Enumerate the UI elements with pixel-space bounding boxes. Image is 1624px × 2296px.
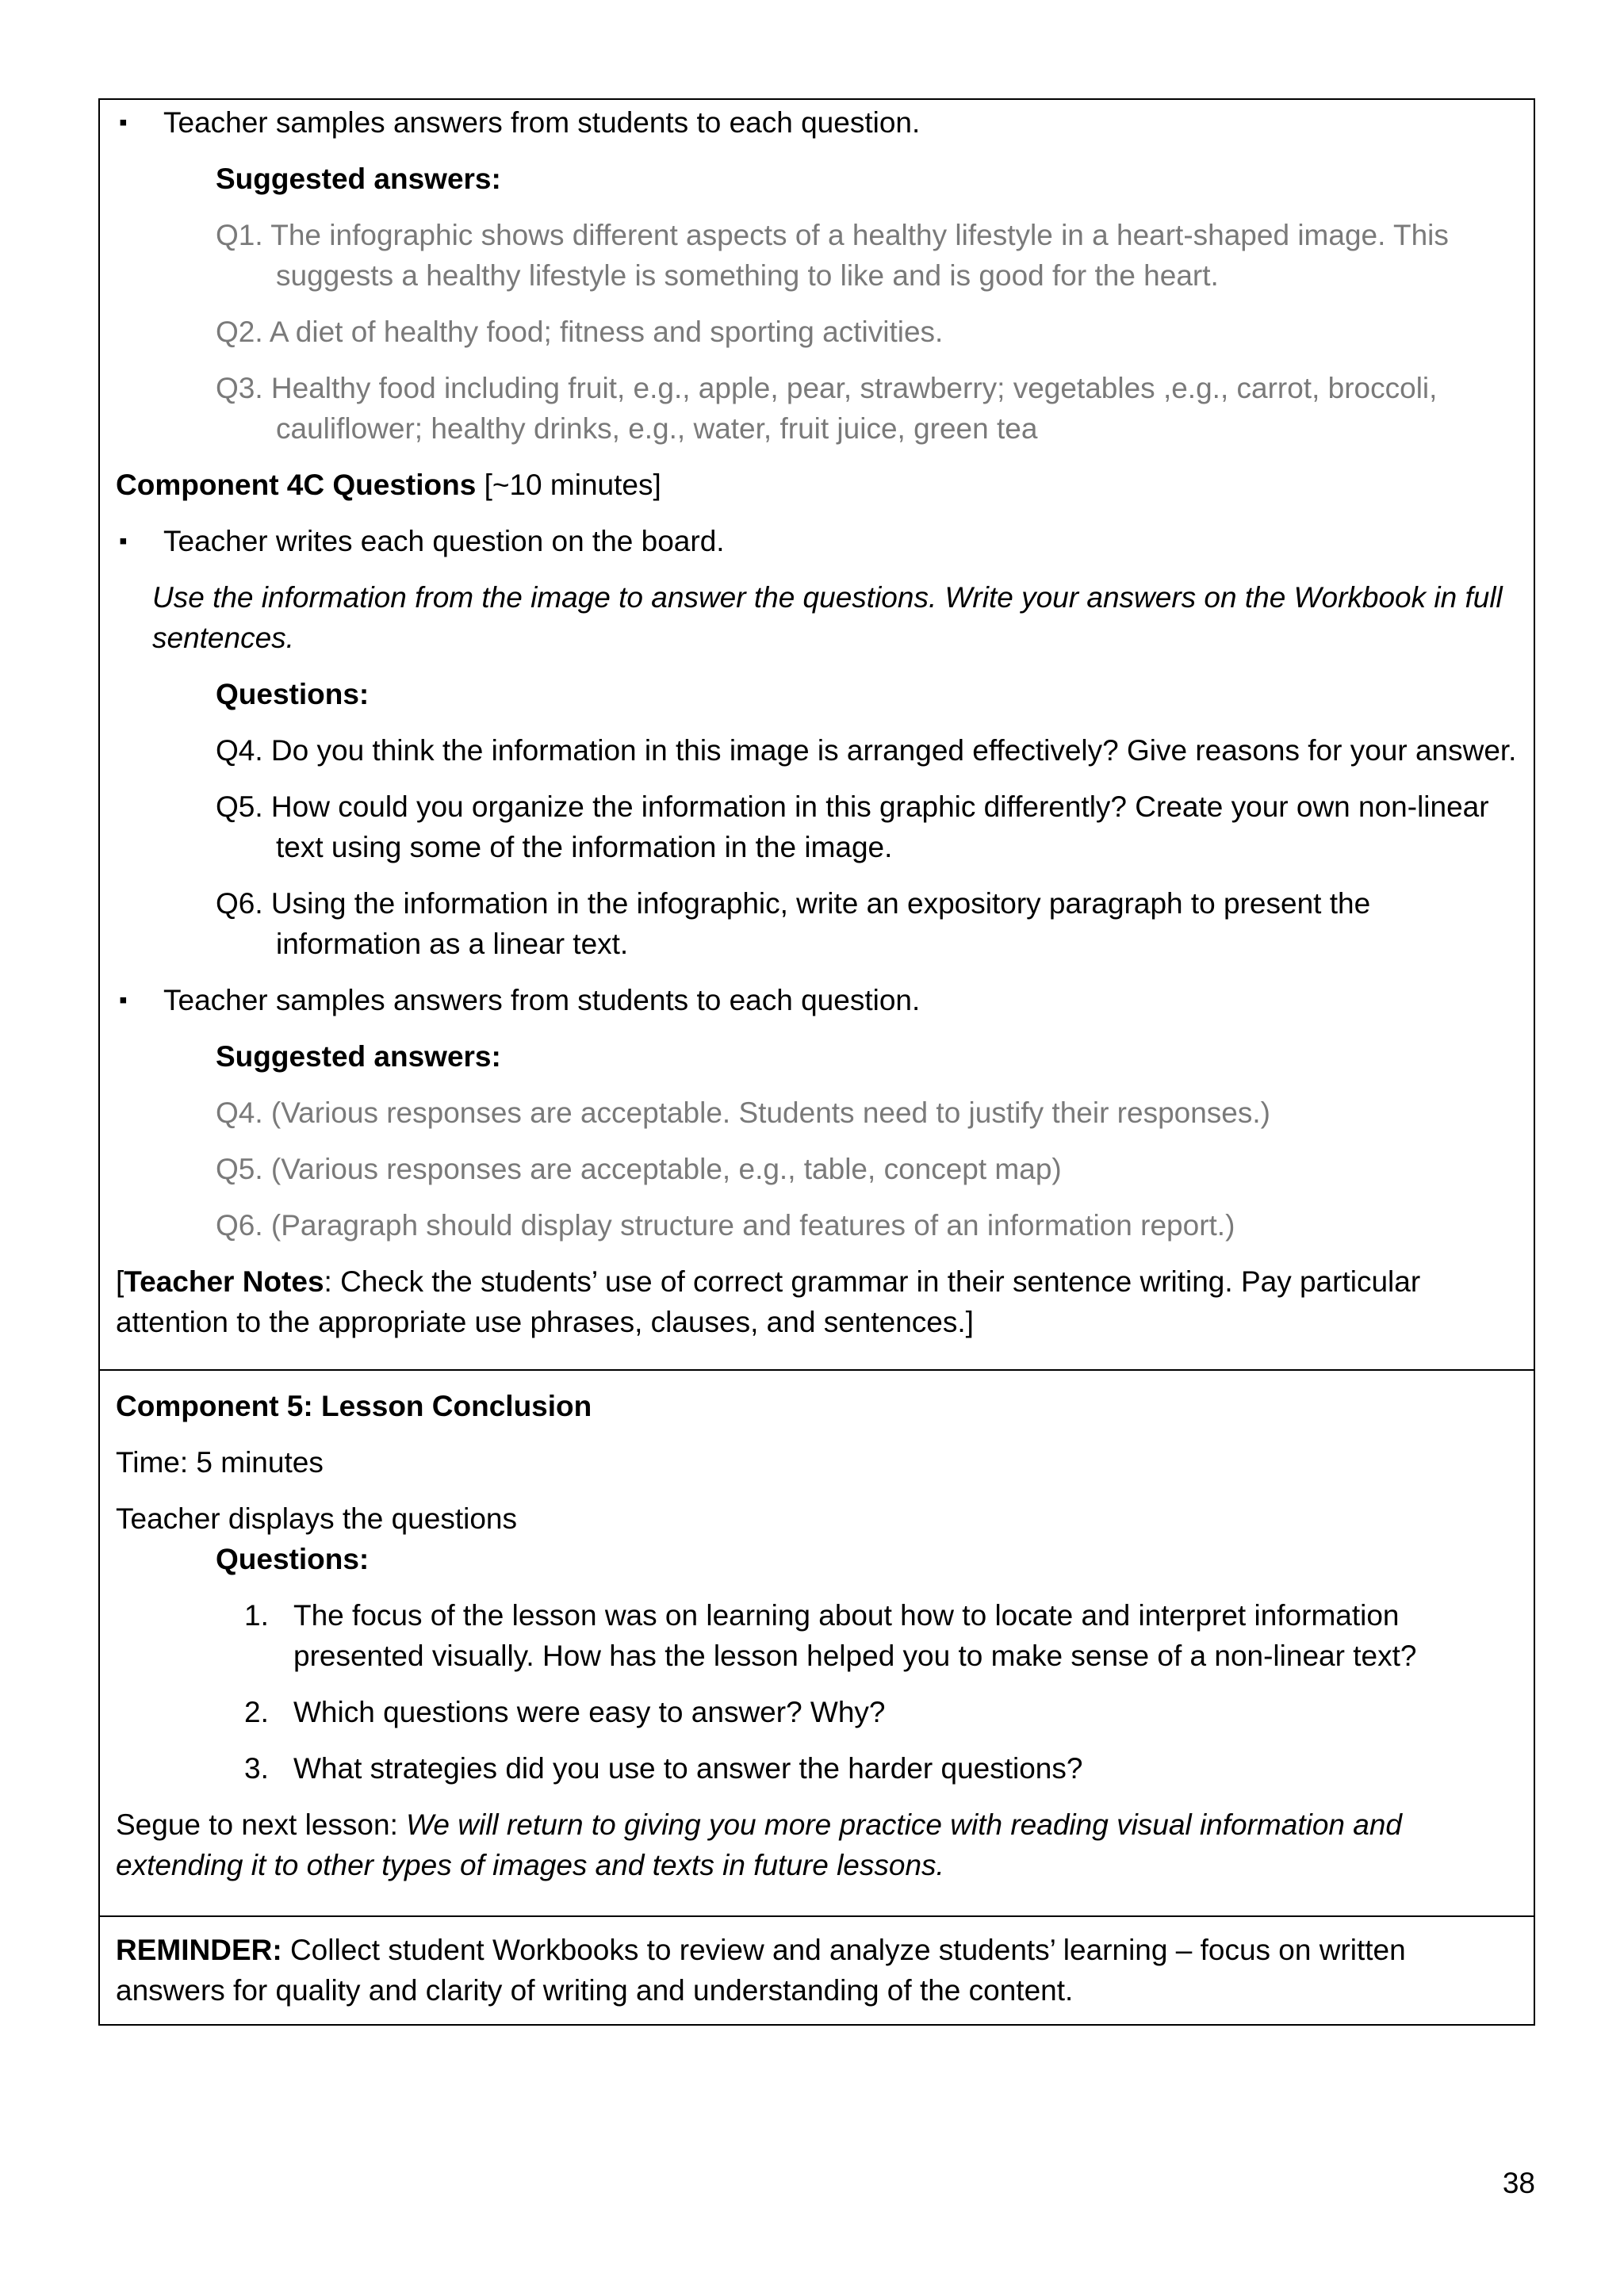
list-item-number: 2. (244, 1696, 269, 1728)
list-item (244, 1748, 1518, 1789)
conclusion-questions-list (116, 1595, 1518, 1789)
reminder-label: REMINDER: (116, 1934, 282, 1966)
bullet-teacher-samples-2: ▪ Teacher samples answers from students to each question. (116, 980, 1518, 1020)
list-item-number: 3. (244, 1752, 269, 1785)
component-4c-heading (116, 465, 1518, 505)
component-4c-cell (100, 100, 1534, 1369)
suggested-answer-q2: Q2. A diet of healthy food; fitness and sporting activities. (216, 316, 944, 348)
list-item-number: 1. (244, 1599, 269, 1632)
segue-label: Segue to next lesson: (116, 1808, 407, 1841)
reminder-cell (100, 1915, 1534, 2024)
suggested-answer-q4: Q4. (Various responses are acceptable. Students need to justify their responses.) (216, 1096, 1270, 1129)
list-item-text: Which questions were easy to answer? Why? (293, 1696, 886, 1728)
component-4c-title: Component 4C Questions (116, 469, 477, 501)
list-item (244, 1692, 1518, 1732)
segue-text (116, 1804, 1518, 1885)
suggested-answer-q1: Q1. The infographic shows different aspects of a healthy lifestyle in a heart-shaped image. This suggests a healthy lifestyle is something to like and is good for the heart. (216, 219, 1449, 292)
suggested-answers-heading: Suggested answers: (216, 163, 501, 195)
list-item-text: The focus of the lesson was on learning about how to locate and interpret information presented visually. How has the lesson helped you to make sense of a non-linear text? (293, 1599, 1417, 1672)
component-5-title: Component 5: Lesson Conclusion (116, 1390, 592, 1422)
page-number: 38 (1502, 2167, 1535, 2199)
list-item (244, 1595, 1518, 1676)
component-5-intro: Teacher displays the questions (116, 1502, 517, 1535)
component-5-time: Time: 5 minutes (116, 1446, 324, 1479)
component-5-cell (100, 1369, 1534, 1915)
question-q6: Q6. Using the information in the infographic, write an expository paragraph to present the information as a linear text. (216, 887, 1371, 960)
segue-content: We will return to giving you more practice with reading visual information and extending it to other types of images and texts in future lessons. (116, 1808, 1402, 1881)
component-5-questions-heading: Questions: (216, 1543, 370, 1575)
questions-heading: Questions: (216, 678, 370, 710)
teacher-notes (116, 1261, 1518, 1342)
teacher-notes-label: Teacher Notes (124, 1265, 324, 1298)
suggested-answer-q6: Q6. (Paragraph should display structure and features of an information report.) (216, 1209, 1235, 1242)
reminder-content: Collect student Workbooks to review and analyze students’ learning – focus on written answers for quality and clarity of writing and understanding of the content. (116, 1934, 1406, 2007)
bullet-teacher-writes: ▪ Teacher writes each question on the board. (116, 521, 1518, 561)
bullet-teacher-samples: ▪ Teacher samples answers from students to each question. (116, 102, 1518, 143)
instruction-text: Use the information from the image to answer the questions. Write your answers on the Workbook in full sentences. (152, 581, 1503, 654)
suggested-answers-heading-2: Suggested answers: (216, 1040, 501, 1073)
teacher-notes-text: : Check the students’ use of correct grammar in their sentence writing. Pay particular attention to the appropriate use phrases, clauses, and sentences.] (116, 1265, 1421, 1338)
suggested-answer-q3: Q3. Healthy food including fruit, e.g., apple, pear, strawberry; vegetables ,e.g., carrot, broccoli, cauliflower; healthy drinks, e.g., water, fruit juice, green tea (216, 372, 1438, 445)
question-q4: Q4. Do you think the information in this image is arranged effectively? Give reasons for your answer. (216, 734, 1517, 767)
reminder-text (116, 1930, 1518, 2011)
suggested-answer-q5: Q5. (Various responses are acceptable, e.g., table, concept map) (216, 1153, 1062, 1185)
teacher-notes-bracket: [ (116, 1265, 124, 1298)
lesson-plan-table (98, 98, 1535, 2026)
component-4c-time: [~10 minutes] (476, 469, 661, 501)
question-q5: Q5. How could you organize the information in this graphic differently? Create your own non-linear text using some of the information in the image. (216, 790, 1489, 863)
list-item-text: What strategies did you use to answer the harder questions? (293, 1752, 1083, 1785)
